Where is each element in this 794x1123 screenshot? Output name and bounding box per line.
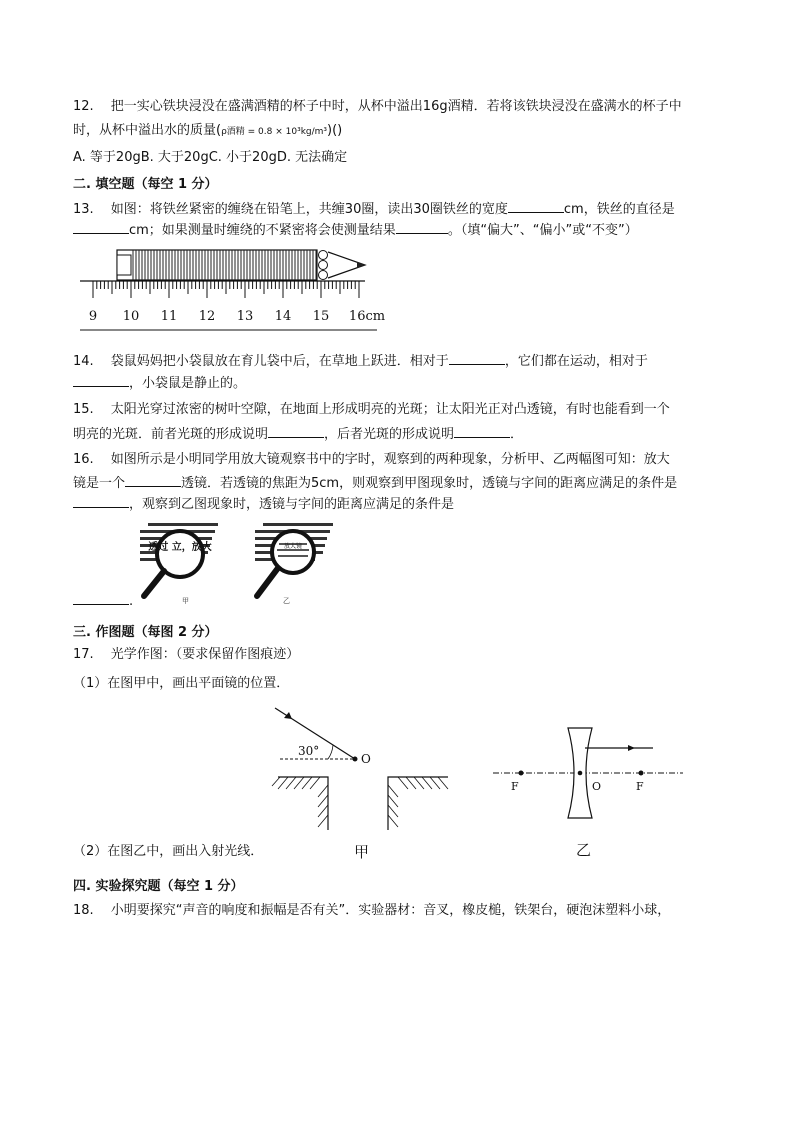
focus-right-label: F <box>636 780 644 793</box>
ruler-label-13: 13 <box>236 309 254 324</box>
q13-unit2: cm；如果测量时缠绕的不紧密将会使测量结果 <box>129 223 396 238</box>
point-o-jia: O <box>361 752 371 766</box>
q15-line1: 15. 太阳光穿过浓密的树叶空隙，在地面上形成明亮的光斑；让太阳光正对凸透镜，有时也能看到一个 <box>73 402 670 417</box>
density-formula: ρ酒精 = 0.8 × 10³kg/m³ <box>221 127 328 137</box>
q12-line1: 12. 把一实心铁块浸没在盛满酒精的杯子中时，从杯中溢出16g酒精．若将该铁块浸没在盛满水的杯子中 <box>73 99 682 114</box>
q13-blank-diameter[interactable] <box>73 220 129 234</box>
q12-options: A. 等于20gB. 大于20gC. 小于20gD. 无法确定 <box>73 150 348 165</box>
q13-text: 13. 如图：将铁丝紧密的缠绕在铅笔上，共缠30圈，读出30圈铁丝的宽度 <box>73 202 508 217</box>
q15-blank-1[interactable] <box>268 424 324 438</box>
q12-line2-text: 时，从杯中溢出水的质量( <box>73 123 222 138</box>
caption-yi: 乙 <box>576 841 592 859</box>
q17-part2: （2）在图乙中，画出入射光线． <box>73 844 264 859</box>
q14-blank-2[interactable] <box>73 373 129 387</box>
ruler-label-11: 11 <box>160 309 178 324</box>
q13-unit1: cm，铁丝的直径是 <box>563 202 675 217</box>
q15-text-c: ． <box>510 427 524 442</box>
q14-line1 <box>73 351 648 371</box>
q14-blank-1[interactable] <box>449 351 505 365</box>
q16-blank-3[interactable] <box>73 591 129 605</box>
ruler-label-9: 9 <box>88 309 98 324</box>
q15-text-b: ，后者光斑的形成说明 <box>324 427 455 442</box>
q16-text-end: . <box>129 594 134 609</box>
section2-title: 二. 填空题（每空 1 分） <box>73 177 218 192</box>
q16-text-c: ，观察到乙图现象时，透镜与字间的距离应满足的条件是 <box>129 497 455 512</box>
figure-jia <box>270 700 460 865</box>
ruler-label-14: 14 <box>274 309 292 324</box>
q14-text-2: ，小袋鼠是静止的。 <box>129 376 247 391</box>
q15-line2 <box>73 424 523 444</box>
q12-answer-paren: )() <box>327 123 343 138</box>
q16-line1: 16. 如图所示是小明同学用放大镜观察书中的字时，观察到的两种现象，分析甲、乙两幅图可知：放大 <box>73 452 670 467</box>
focus-left-label: F <box>511 780 519 793</box>
point-o-yi: O <box>592 780 602 793</box>
q16-line2 <box>73 473 677 493</box>
magnifier-jia-image <box>130 518 230 608</box>
q13-blank-result[interactable] <box>396 220 448 234</box>
q13-line1 <box>73 199 675 219</box>
section3-title: 三. 作图题（每图 2 分） <box>73 625 218 640</box>
magnifier-yi-image <box>245 518 345 608</box>
caption-jia: 甲 <box>354 843 370 861</box>
angle-label: 30° <box>298 744 320 758</box>
q14-line2 <box>73 373 246 393</box>
q15-blank-2[interactable] <box>454 424 510 438</box>
q16-line3 <box>73 494 454 514</box>
q16-text-a: 镜是一个 <box>73 476 126 491</box>
q16-blank-2[interactable] <box>73 494 129 508</box>
ruler-label-15: 15 <box>312 309 330 324</box>
ruler-label-12: 12 <box>198 309 216 324</box>
magnifier-jia-text: 透过 立，放大 <box>148 542 212 553</box>
q18-line1: 18. 小明要探究“声音的响度和振幅是否有关”．实验器材：音叉，橡皮槌，铁架台，硬泡沫塑料小球， <box>73 903 671 918</box>
ruler-label-16cm: 16cm <box>348 309 385 324</box>
label-yi: 乙 <box>283 597 290 605</box>
q13-options: 。（填“偏大”、“偏小”或“不变”） <box>447 223 638 238</box>
section4-title: 四. 实验探究题（每空 1 分） <box>73 879 244 894</box>
q15-text-a: 明亮的光斑．前者光斑的形成说明 <box>73 427 269 442</box>
q14-text: 14. 袋鼠妈妈把小袋鼠放在育儿袋中后，在草地上跃进．相对于 <box>73 354 449 369</box>
q14-text-tail: ，它们都在运动，相对于 <box>504 354 648 369</box>
q12-line2 <box>73 122 342 141</box>
q16-text-b: 透镜．若透镜的焦距为5cm，则观察到甲图现象时，透镜与字间的距离应满足的条件是 <box>181 476 678 491</box>
q16-line4 <box>73 591 133 611</box>
q16-blank-1[interactable] <box>125 473 181 487</box>
figure-yi <box>488 718 688 863</box>
ruler-label-10: 10 <box>122 309 140 324</box>
label-jia: 甲 <box>182 597 189 605</box>
q17-line1: 17. 光学作图：（要求保留作图痕迹） <box>73 647 300 662</box>
magnifier-yi-text: 放大镜 <box>283 543 303 550</box>
q17-part1: （1）在图甲中，画出平面镜的位置． <box>73 676 290 691</box>
pencil-ruler-figure <box>75 243 385 333</box>
q13-blank-width[interactable] <box>508 199 564 213</box>
q13-line2 <box>73 220 638 240</box>
